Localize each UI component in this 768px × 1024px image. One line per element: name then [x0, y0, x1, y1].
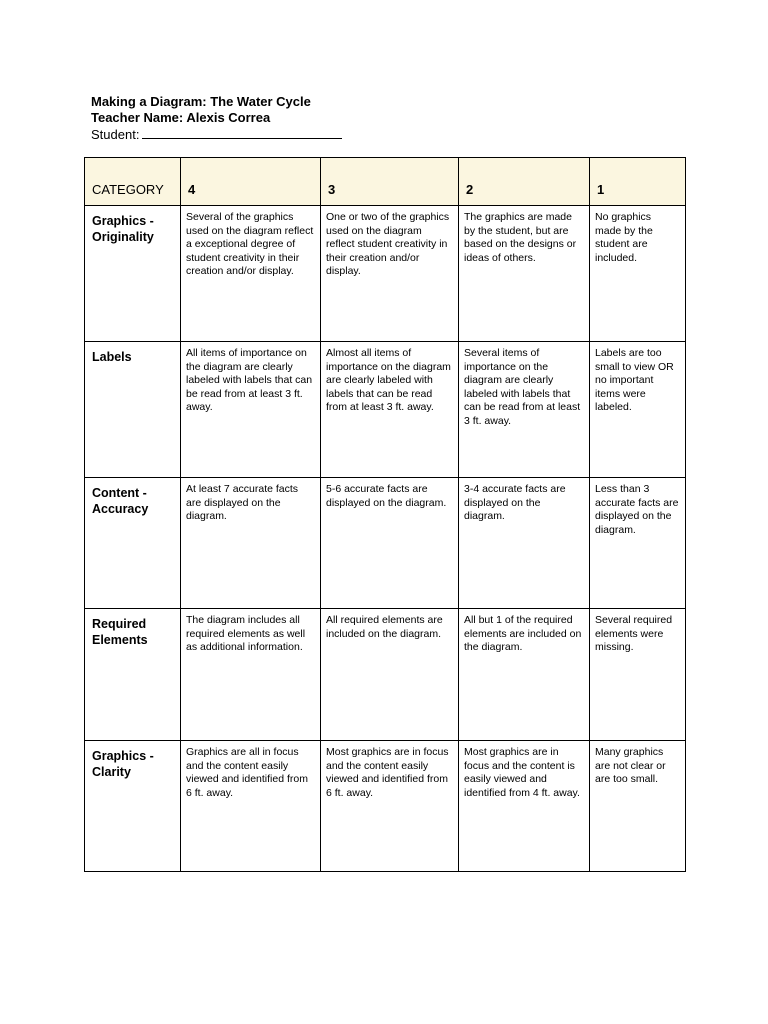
column-header-3: 3: [321, 158, 459, 206]
cell-score-1: Several required elements were missing.: [590, 609, 686, 741]
cell-score-4: The diagram includes all required elements as well as additional information.: [181, 609, 321, 741]
row-category: Content - Accuracy: [85, 478, 181, 609]
column-header-category: CATEGORY: [85, 158, 181, 206]
cell-score-2: The graphics are made by the student, but are based on the designs or ideas of others.: [459, 206, 590, 342]
cell-score-2: Most graphics are in focus and the content is easily viewed and identified from 4 ft. away.: [459, 741, 590, 872]
column-header-1: 1: [590, 158, 686, 206]
cell-score-3: All required elements are included on the diagram.: [321, 609, 459, 741]
cell-score-4: At least 7 accurate facts are displayed on the diagram.: [181, 478, 321, 609]
cell-score-1: No graphics made by the student are included.: [590, 206, 686, 342]
cell-score-2: 3-4 accurate facts are displayed on the diagram.: [459, 478, 590, 609]
cell-score-2: All but 1 of the required elements are included on the diagram.: [459, 609, 590, 741]
cell-score-3: 5-6 accurate facts are displayed on the diagram.: [321, 478, 459, 609]
student-line: [91, 126, 342, 143]
row-category: Graphics - Clarity: [85, 741, 181, 872]
document-title: Making a Diagram: The Water Cycle: [91, 94, 311, 109]
cell-score-1: Less than 3 accurate facts are displayed on the diagram.: [590, 478, 686, 609]
rubric-table: [84, 157, 686, 872]
column-header-4: 4: [181, 158, 321, 206]
cell-score-3: One or two of the graphics used on the diagram reflect student creativity in their creation and/or display.: [321, 206, 459, 342]
cell-score-3: Almost all items of importance on the diagram are clearly labeled with labels that can be read from at least 3 ft. away.: [321, 342, 459, 478]
cell-score-1: Many graphics are not clear or are too small.: [590, 741, 686, 872]
table-row: [85, 206, 686, 342]
row-category: Required Elements: [85, 609, 181, 741]
cell-score-4: All items of importance on the diagram are clearly labeled with labels that can be read from at least 3 ft. away.: [181, 342, 321, 478]
row-category: Labels: [85, 342, 181, 478]
cell-score-4: Graphics are all in focus and the content easily viewed and identified from 6 ft. away.: [181, 741, 321, 872]
column-header-2: 2: [459, 158, 590, 206]
cell-score-2: Several items of importance on the diagram are clearly labeled with labels that can be read from at least 3 ft. away.: [459, 342, 590, 478]
teacher-name: Teacher Name: Alexis Correa: [91, 110, 271, 125]
table-row: [85, 741, 686, 872]
table-row: [85, 342, 686, 478]
table-row: [85, 478, 686, 609]
row-category: Graphics - Originality: [85, 206, 181, 342]
cell-score-4: Several of the graphics used on the diagram reflect a exceptional degree of student creativity in their creation and/or display.: [181, 206, 321, 342]
table-row: [85, 609, 686, 741]
cell-score-3: Most graphics are in focus and the content easily viewed and identified from 6 ft. away.: [321, 741, 459, 872]
document-header: [91, 94, 342, 143]
cell-score-1: Labels are too small to view OR no important items were labeled.: [590, 342, 686, 478]
student-label: Student:: [91, 127, 140, 142]
student-name-blank: [142, 126, 342, 139]
rubric-header-row: [85, 158, 686, 206]
